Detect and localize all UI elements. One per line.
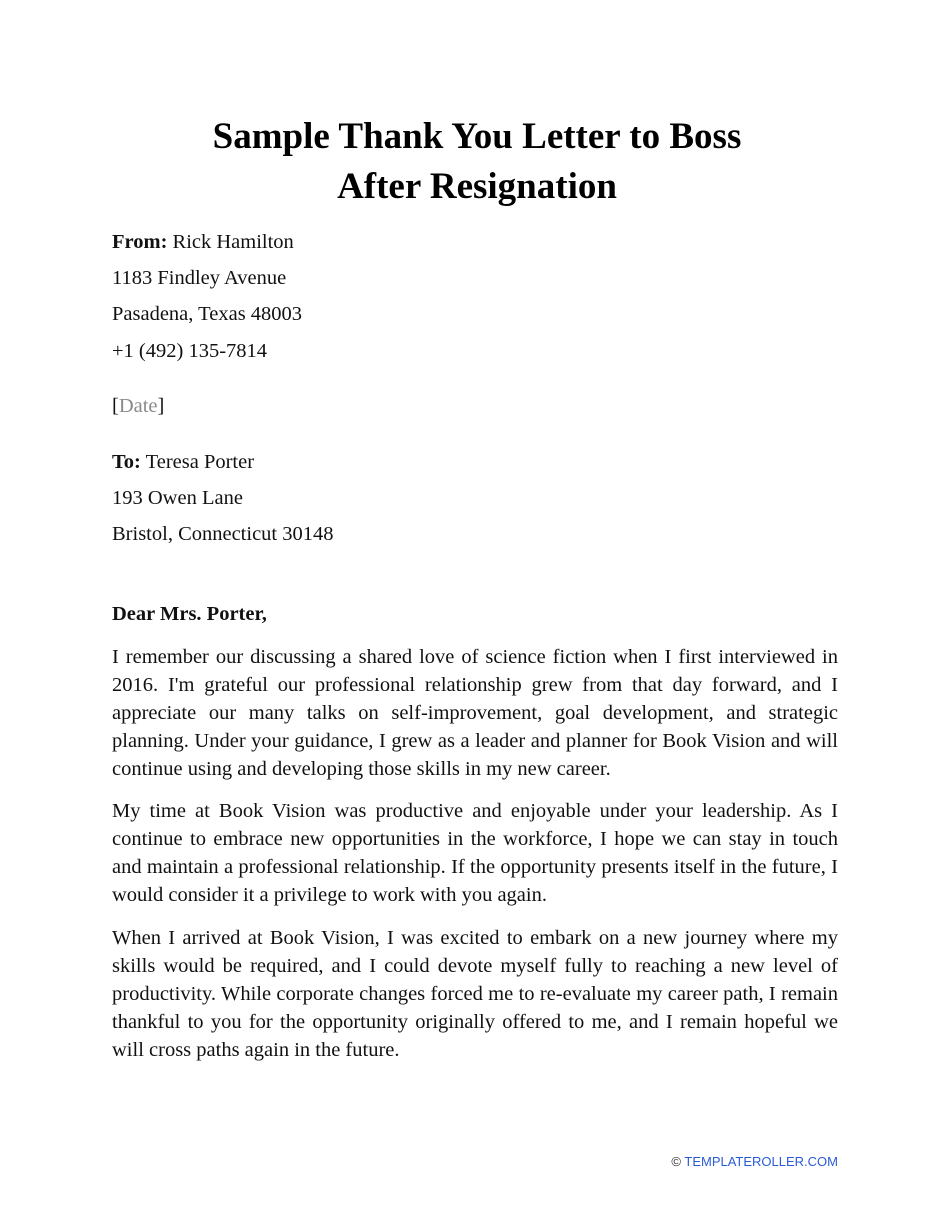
to-label: To: xyxy=(112,451,141,473)
date-placeholder: Date xyxy=(118,395,158,417)
title-line-1: Sample Thank You Letter to Boss xyxy=(212,116,742,157)
recipient-name-line xyxy=(112,448,254,476)
recipient-name: Teresa Porter xyxy=(145,451,255,473)
salutation: Dear Mrs. Porter, xyxy=(112,603,267,625)
sender-name-line xyxy=(112,228,294,256)
document-title xyxy=(112,112,842,212)
date-bracket-close: ] xyxy=(157,395,165,417)
footer-credit xyxy=(671,1154,838,1169)
sender-address-line-1: 1183 Findley Avenue xyxy=(112,267,287,289)
body-paragraph-2: My time at Book Vision was productive and enjoyable under your leadership. As I continue to embrace new opportunities in the workforce, I hope we can stay in touch and maintain a professional relationship. If the opportunity presents itself in the future, I would consider it a privilege to work with you again. xyxy=(112,800,838,906)
from-label: From: xyxy=(112,231,168,253)
body-paragraph-3: When I arrived at Book Vision, I was excited to embark on a new journey where my skills would be required, and I could devote myself fully to reaching a new level of productivity. While corporate changes forced me to re-evaluate my career path, I remain thankful to you for the opportunity originally offered to me, and I remain hopeful we will cross paths again in the future. xyxy=(112,927,838,1061)
recipient-address-line-1: 193 Owen Lane xyxy=(112,487,243,509)
sender-phone: +1 (492) 135-7814 xyxy=(112,340,268,362)
copyright-icon: © xyxy=(671,1154,681,1169)
date-field[interactable] xyxy=(112,392,164,420)
title-line-2: After Resignation xyxy=(337,166,617,207)
body-paragraph-1: I remember our discussing a shared love of science fiction when I first interviewed in 2016. I'm grateful our professional relationship grew from that day forward, and I appreciate our many talks on self-improvement, goal development, and strategic planning. Under your guidance, I grew as a leader and planner for Book Vision and will continue using and developing those skills in my new career. xyxy=(112,646,838,780)
templateroller-link[interactable]: TEMPLATEROLLER.COM xyxy=(684,1154,838,1169)
recipient-address-line-2: Bristol, Connecticut 30148 xyxy=(112,523,334,545)
sender-name: Rick Hamilton xyxy=(172,231,294,253)
date-bracket-open: [ xyxy=(112,395,119,417)
sender-address-line-2: Pasadena, Texas 48003 xyxy=(112,303,303,325)
